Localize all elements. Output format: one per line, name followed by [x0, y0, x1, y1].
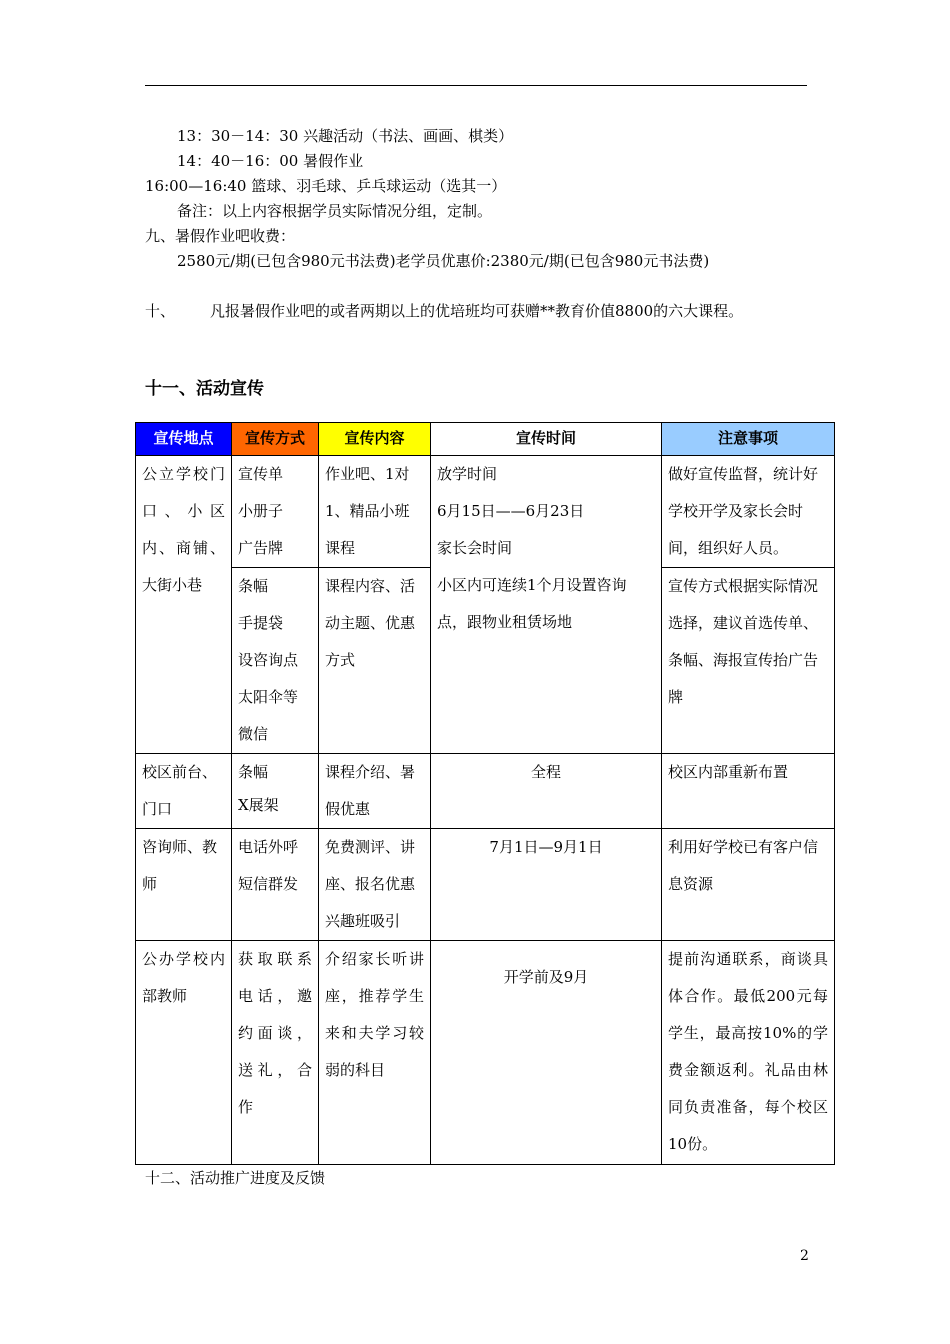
cell-note: 校区内部重新布置	[662, 754, 835, 829]
cell-place: 校区前台、门口	[136, 754, 232, 829]
cell-time	[431, 456, 662, 754]
header-note: 注意事项	[662, 423, 835, 456]
cell-content: 课程内容、活动主题、优惠方式	[319, 568, 431, 754]
time-item: 家长会时间	[437, 539, 513, 557]
schedule-line-3: 16:00—16:40 篮球、羽毛球、乒乓球运动（选其一）	[145, 177, 507, 195]
cell-method: 获取联系电话，邀约面谈，送礼，合作	[232, 941, 319, 1165]
time-item: 放学时间	[437, 465, 498, 483]
cell-time: 全程	[431, 754, 662, 829]
cell-time	[431, 941, 662, 1165]
method-item: 太阳伞等	[238, 688, 299, 706]
cell-method	[232, 456, 319, 568]
method-item: 宣传单	[238, 465, 284, 483]
method-item: 短信群发	[238, 875, 299, 893]
cell-method	[232, 754, 319, 829]
cell-note: 做好宣传监督，统计好学校开学及家长会时间，组织好人员。	[662, 456, 835, 568]
method-item: 小册子	[238, 502, 284, 520]
table-header-row	[136, 423, 835, 456]
cell-content: 免费测评、讲座、报名优惠兴趣班吸引	[319, 829, 431, 941]
cell-note: 提前沟通联系，商谈具体合作。最低200元每学生，最高按10%的学费金额返利。礼品由林同负责准备，每个校区10份。	[662, 941, 835, 1165]
method-item: 微信	[238, 725, 269, 743]
cell-method	[232, 829, 319, 941]
cell-note: 宣传方式根据实际情况选择，建议首选传单、条幅、海报宣传抬广告牌	[662, 568, 835, 754]
method-item: 手提袋	[238, 614, 284, 632]
table-row	[136, 456, 835, 568]
cell-content: 介绍家长听讲座，推荐学生来和夫学习较弱的科目	[319, 941, 431, 1165]
cell-place: 公立学校门口、小区内、商铺、大街小巷	[136, 456, 232, 754]
time-item: 小区内可连续1个月设置咨询点，跟物业租赁场地	[437, 576, 627, 631]
method-item: 广告牌	[238, 539, 284, 557]
header-rule	[145, 85, 807, 86]
cell-content: 作业吧、1对1、精品小班课程	[319, 456, 431, 568]
header-time: 宣传时间	[431, 423, 662, 456]
cell-method	[232, 568, 319, 754]
section9-title: 九、暑假作业吧收费：	[145, 227, 296, 245]
time-item: 开学前及9月	[503, 968, 589, 986]
method-item: 条幅	[238, 577, 269, 595]
cell-place: 公办学校内部教师	[136, 941, 232, 1165]
section10-number: 十、	[145, 302, 176, 320]
header-content: 宣传内容	[319, 423, 431, 456]
section9-fee: 2580元/期(已包含980元书法费)老学员优惠价:2380元/期(已包含980元书法费)	[177, 252, 710, 270]
header-place: 宣传地点	[136, 423, 232, 456]
method-item: X展架	[238, 796, 279, 814]
cell-content: 课程介绍、暑假优惠	[319, 754, 431, 829]
schedule-line-1: 13：30－14：30 兴趣活动（书法、画画、棋类）	[177, 127, 514, 145]
schedule-note: 备注：以上内容根据学员实际情况分组，定制。	[177, 202, 493, 220]
promotion-table	[135, 422, 835, 1165]
cell-time: 7月1日—9月1日	[431, 829, 662, 941]
method-item: 条幅	[238, 763, 269, 781]
page-number: 2	[800, 1248, 809, 1264]
header-method: 宣传方式	[232, 423, 319, 456]
section12-title: 十二、活动推广进度及反馈	[145, 1169, 326, 1187]
table-row	[136, 829, 835, 941]
schedule-line-2: 14：40－16：00 暑假作业	[177, 152, 364, 170]
table-row	[136, 941, 835, 1165]
time-item: 6月15日——6月23日	[437, 502, 585, 520]
section11-title: 十一、活动宣传	[145, 379, 264, 399]
cell-place: 咨询师、教师	[136, 829, 232, 941]
section10-text: 凡报暑假作业吧的或者两期以上的优培班均可获赠**教育价值8800的六大课程。	[210, 302, 744, 320]
method-item: 电话外呼	[238, 838, 299, 856]
cell-note: 利用好学校已有客户信息资源	[662, 829, 835, 941]
method-item: 设咨询点	[238, 651, 299, 669]
table-row	[136, 754, 835, 829]
